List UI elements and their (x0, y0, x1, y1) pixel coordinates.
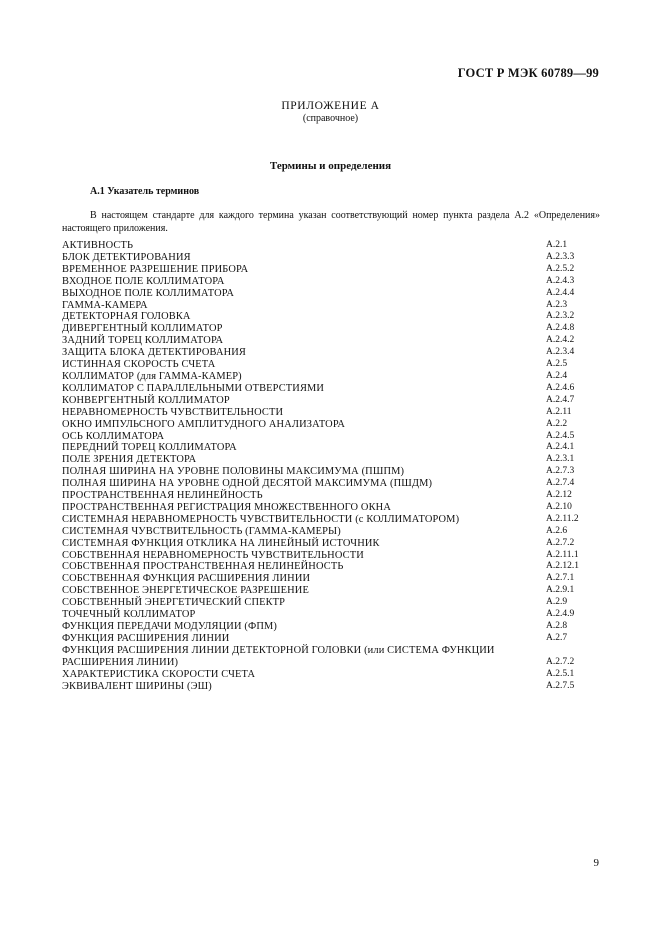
term-name: ХАРАКТЕРИСТИКА СКОРОСТИ СЧЕТА (62, 668, 256, 680)
term-row (62, 454, 600, 466)
term-row (62, 311, 600, 323)
term-row (62, 621, 600, 633)
term-name: СОБСТВЕННОЕ ЭНЕРГЕТИЧЕСКОЕ РАЗРЕШЕНИЕ (62, 585, 309, 597)
page-number: 9 (593, 857, 599, 869)
term-reference: А.2.5 (546, 359, 568, 370)
term-row (62, 490, 600, 502)
term-row (62, 442, 600, 454)
term-reference: А.2.4.2 (546, 335, 575, 346)
term-name: ВРЕМЕННОЕ РАЗРЕШЕНИЕ ПРИБОРА (62, 263, 249, 275)
term-reference: А.2.4.7 (546, 394, 575, 405)
term-row (62, 526, 600, 538)
term-row (62, 585, 600, 597)
term-reference: А.2.3 (546, 299, 568, 310)
term-name: ПОЛЕ ЗРЕНИЯ ДЕТЕКТОРА (62, 454, 197, 466)
term-row (62, 240, 600, 252)
term-reference: А.2.12.1 (546, 561, 579, 572)
term-reference: А.2.3.3 (546, 251, 575, 262)
term-reference: А.2.6 (546, 525, 568, 536)
term-row (62, 383, 600, 395)
term-row (62, 538, 600, 550)
term-reference: А.2.4.8 (546, 323, 575, 334)
term-reference: А.2.4.3 (546, 275, 575, 286)
term-row (62, 407, 600, 419)
term-reference: А.2.3.1 (546, 454, 575, 465)
term-row (62, 573, 600, 585)
term-name: АКТИВНОСТЬ (62, 240, 134, 251)
term-row (62, 359, 600, 371)
term-name: КОНВЕРГЕНТНЫЙ КОЛЛИМАТОР (62, 394, 230, 406)
term-name: НЕРАВНОМЕРНОСТЬ ЧУВСТВИТЕЛЬНОСТИ (62, 406, 284, 418)
term-name: ПРОСТРАНСТВЕННАЯ НЕЛИНЕЙНОСТЬ (62, 490, 263, 502)
term-reference: А.2.7.2 (546, 537, 575, 548)
term-name: БЛОК ДЕТЕКТИРОВАНИЯ (62, 251, 191, 263)
term-reference: А.2.9.1 (546, 585, 575, 596)
term-name: ФУНКЦИЯ ПЕРЕДАЧИ МОДУЛЯЦИИ (ФПМ) (62, 621, 277, 632)
term-reference: А.2.1 (546, 240, 568, 250)
term-name: ЗАЩИТА БЛОКА ДЕТЕКТИРОВАНИЯ (62, 347, 247, 359)
term-name: СОБСТВЕННАЯ НЕРАВНОМЕРНОСТЬ ЧУВСТВИТЕЛЬНОСТИ (62, 549, 364, 561)
term-row (62, 371, 600, 383)
term-name: ПРОСТРАНСТВЕННАЯ РЕГИСТРАЦИЯ МНОЖЕСТВЕННОГО ОКНА (62, 501, 391, 513)
term-name: ОКНО ИМПУЛЬСНОГО АМПЛИТУДНОГО АНАЛИЗАТОРА (62, 418, 346, 430)
term-name: ПОЛНАЯ ШИРИНА НА УРОВНЕ ПОЛОВИНЫ МАКСИМУМА (ПШПМ) (62, 466, 405, 478)
intro-paragraph: В настоящем стандарте для каждого термина указан соответствующий номер пункта раздела А.2 «Определения» настоящего приложения. (62, 210, 600, 234)
term-row (62, 478, 600, 490)
term-name: ИСТИННАЯ СКОРОСТЬ СЧЕТА (62, 359, 216, 371)
term-row (62, 347, 600, 359)
term-row (62, 597, 600, 609)
term-name: ТОЧЕЧНЫЙ КОЛЛИМАТОР (62, 609, 196, 621)
term-row (62, 300, 600, 312)
term-reference: А.2.7.5 (546, 680, 575, 691)
term-name: СИСТЕМНАЯ ФУНКЦИЯ ОТКЛИКА НА ЛИНЕЙНЫЙ ИСТОЧНИК (62, 537, 380, 549)
term-name: СОБСТВЕННАЯ ФУНКЦИЯ РАСШИРЕНИЯ ЛИНИИ (62, 573, 311, 585)
term-row (62, 550, 600, 562)
term-reference: А.2.4.6 (546, 382, 575, 393)
term-reference: А.2.7.3 (546, 466, 575, 477)
term-row (62, 609, 600, 621)
term-row (62, 645, 600, 669)
term-reference: А.2.4.5 (546, 430, 575, 441)
term-row (62, 466, 600, 478)
term-name: ДЕТЕКТОРНАЯ ГОЛОВКА (62, 311, 191, 323)
term-name: ПЕРЕДНИЙ ТОРЕЦ КОЛЛИМАТОРА (62, 442, 237, 454)
term-name: ГАММА-КАМЕРА (62, 299, 148, 311)
term-name: ВХОДНОЕ ПОЛЕ КОЛЛИМАТОРА (62, 275, 225, 287)
term-name: ПОЛНАЯ ШИРИНА НА УРОВНЕ ОДНОЙ ДЕСЯТОЙ МАКСИМУМА (ПШДМ) (62, 478, 433, 490)
appendix-subtitle: (справочное) (302, 113, 359, 124)
term-row (62, 395, 600, 407)
term-name: ОСЬ КОЛЛИМАТОРА (62, 430, 165, 442)
term-row (62, 633, 600, 645)
term-row (62, 252, 600, 264)
term-row (62, 681, 600, 693)
standard-header: ГОСТ Р МЭК 60789—99 (457, 66, 599, 80)
term-reference: А.2.7.2 (546, 656, 575, 667)
term-reference: А.2.12 (546, 490, 572, 501)
term-row (62, 669, 600, 681)
term-reference: А.2.11.1 (546, 549, 579, 560)
term-reference: А.2.7.1 (546, 573, 575, 584)
term-name: ЭКВИВАЛЕНТ ШИРИНЫ (ЭШ) (62, 680, 212, 692)
term-row (62, 335, 600, 347)
terms-index-list (62, 240, 600, 692)
term-row (62, 514, 600, 526)
term-reference: А.2.4.4 (546, 287, 575, 298)
term-reference: А.2.2 (546, 418, 568, 429)
term-name: КОЛЛИМАТОР С ПАРАЛЛЕЛЬНЫМИ ОТВЕРСТИЯМИ (62, 382, 325, 394)
term-row (62, 323, 600, 335)
term-reference: А.2.5.1 (546, 668, 575, 679)
term-row (62, 276, 600, 288)
term-row (62, 419, 600, 431)
term-reference: А.2.4.9 (546, 609, 575, 620)
term-reference: А.2.9 (546, 597, 568, 608)
term-reference: А.2.4 (546, 370, 568, 381)
term-name: ЗАДНИЙ ТОРЕЦ КОЛЛИМАТОРА (62, 335, 224, 347)
term-reference: А.2.7 (546, 632, 568, 643)
subsection-title: А.1 Указатель терминов (90, 186, 200, 197)
term-row (62, 264, 600, 276)
term-reference: А.2.8 (546, 621, 568, 631)
term-reference: А.2.10 (546, 501, 572, 512)
term-reference: А.2.11 (546, 406, 572, 417)
term-reference: А.2.5.2 (546, 263, 575, 274)
term-name: ФУНКЦИЯ РАСШИРЕНИЯ ЛИНИИ ДЕТЕКТОРНОЙ ГОЛОВКИ (или СИСТЕМА ФУНКЦИИ РАСШИРЕНИЯ ЛИНИИ) (62, 644, 495, 668)
term-reference: А.2.4.1 (546, 442, 575, 453)
term-reference: А.2.3.4 (546, 347, 575, 358)
term-reference: А.2.3.2 (546, 311, 575, 322)
term-row (62, 502, 600, 514)
term-name: ВЫХОДНОЕ ПОЛЕ КОЛЛИМАТОРА (62, 287, 234, 299)
term-name: КОЛЛИМАТОР (для ГАММА-КАМЕР) (62, 370, 242, 382)
term-row (62, 288, 600, 300)
term-name: СОБСТВЕННАЯ ПРОСТРАНСТВЕННАЯ НЕЛИНЕЙНОСТЬ (62, 561, 344, 573)
term-reference: А.2.7.4 (546, 478, 575, 489)
term-name: СИСТЕМНАЯ ЧУВСТВИТЕЛЬНОСТЬ (ГАММА-КАМЕРЫ) (62, 525, 341, 537)
term-name: СОБСТВЕННЫЙ ЭНЕРГЕТИЧЕСКИЙ СПЕКТР (62, 597, 286, 609)
term-name: СИСТЕМНАЯ НЕРАВНОМЕРНОСТЬ ЧУВСТВИТЕЛЬНОСТИ (с КОЛЛИМАТОРОМ) (62, 513, 460, 525)
term-row (62, 561, 600, 573)
term-name: ДИВЕРГЕНТНЫЙ КОЛЛИМАТОР (62, 323, 223, 335)
term-name: ФУНКЦИЯ РАСШИРЕНИЯ ЛИНИИ (62, 632, 230, 644)
term-reference: А.2.11.2 (546, 513, 579, 524)
term-row (62, 431, 600, 443)
section-title: Термины и определения (269, 160, 392, 172)
appendix-title: ПРИЛОЖЕНИЕ А (281, 100, 380, 112)
